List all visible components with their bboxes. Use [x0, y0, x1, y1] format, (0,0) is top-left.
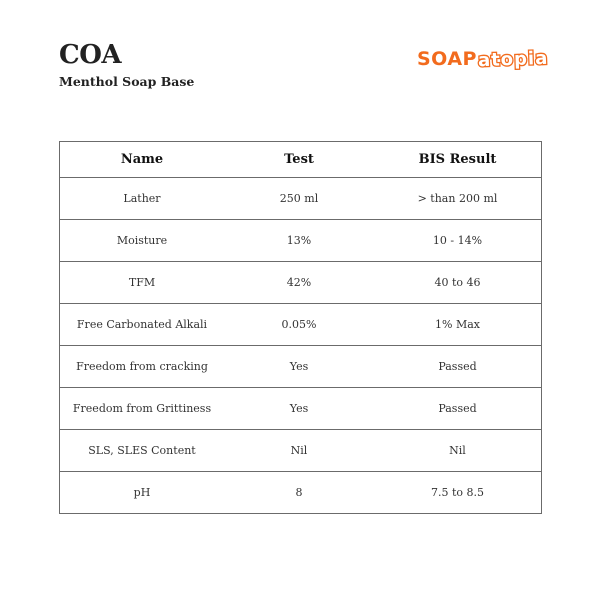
cell-name: Lather — [60, 178, 225, 220]
cell-bis-result: 10 - 14% — [374, 220, 542, 262]
cell-name: pH — [60, 472, 225, 514]
table-row — [60, 220, 542, 262]
cell-name: TFM — [60, 262, 225, 304]
cell-test: Nil — [224, 430, 374, 472]
table-header-row — [60, 142, 542, 178]
cell-bis-result: 40 to 46 — [374, 262, 542, 304]
cell-name: Free Carbonated Alkali — [60, 304, 225, 346]
cell-bis-result: > than 200 ml — [374, 178, 542, 220]
cell-test: 42% — [224, 262, 374, 304]
column-header-test: Test — [224, 142, 374, 178]
cell-name: Moisture — [60, 220, 225, 262]
cell-name: Freedom from cracking — [60, 346, 225, 388]
table-row — [60, 472, 542, 514]
brand-logo-part1: SOAP — [417, 48, 477, 70]
cell-bis-result: Passed — [374, 346, 542, 388]
brand-logo-part2: atopia — [477, 47, 549, 72]
table-row — [60, 304, 542, 346]
table-row — [60, 430, 542, 472]
table-row — [60, 178, 542, 220]
cell-test: 13% — [224, 220, 374, 262]
cell-bis-result: 7.5 to 8.5 — [374, 472, 542, 514]
cell-name: Freedom from Grittiness — [60, 388, 225, 430]
table-row — [60, 262, 542, 304]
cell-bis-result: Passed — [374, 388, 542, 430]
brand-logo — [417, 46, 548, 72]
cell-bis-result: Nil — [374, 430, 542, 472]
table-row — [60, 388, 542, 430]
cell-test: 8 — [224, 472, 374, 514]
page-title: COA — [59, 40, 122, 70]
cell-test: 0.05% — [224, 304, 374, 346]
column-header-bis-result: BIS Result — [374, 142, 542, 178]
cell-test: Yes — [224, 388, 374, 430]
cell-bis-result: 1% Max — [374, 304, 542, 346]
coa-table — [59, 141, 542, 514]
page-subtitle: Menthol Soap Base — [59, 74, 195, 89]
cell-name: SLS, SLES Content — [60, 430, 225, 472]
table-row — [60, 346, 542, 388]
column-header-name: Name — [60, 142, 225, 178]
cell-test: Yes — [224, 346, 374, 388]
cell-test: 250 ml — [224, 178, 374, 220]
